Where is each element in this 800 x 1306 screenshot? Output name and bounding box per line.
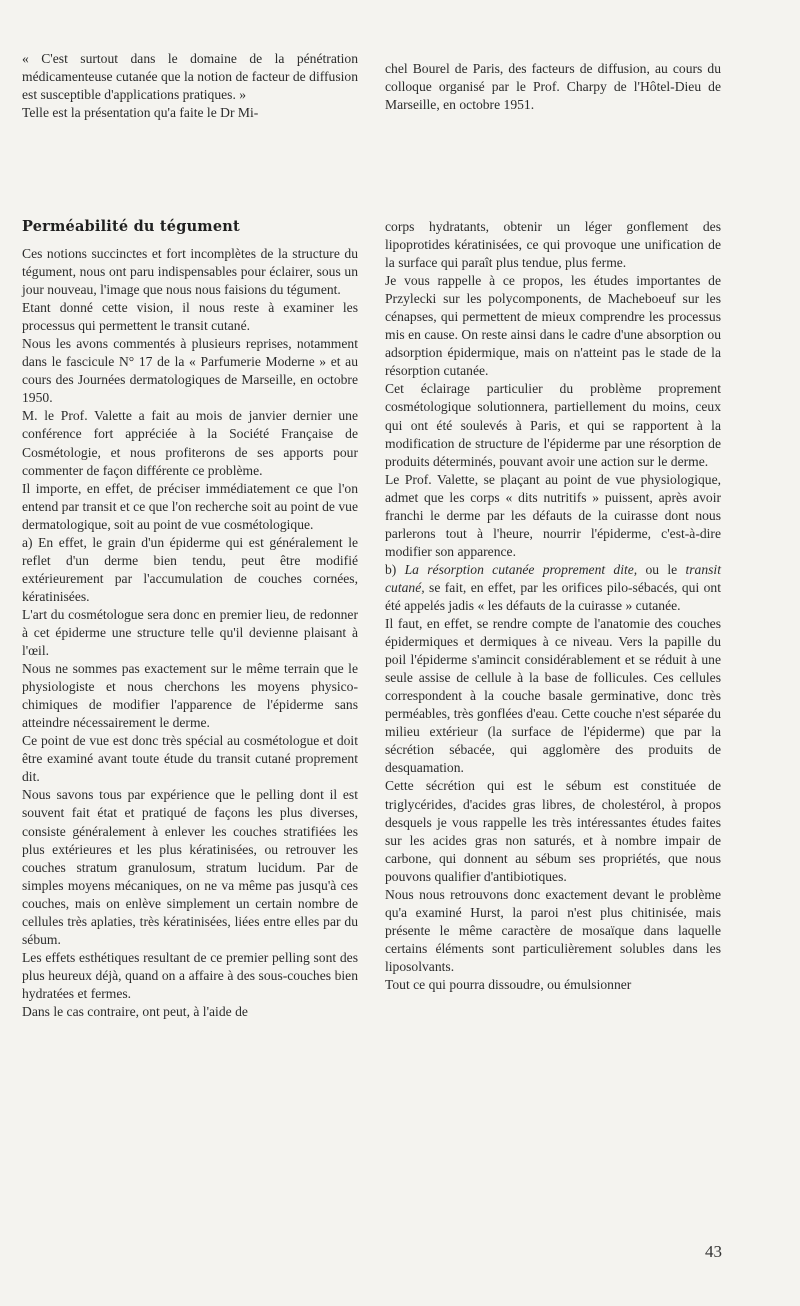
paragraph: Je vous rappelle à ce propos, les études importantes de Przylecki sur les polycomponents, de Macheboeuf sur les cénapses, qui permettent de mieux comprendre les processus mis en cause. On reste ainsi dans le cadre d'une absorption ou adsorption épidermique, mais on n'atteint pas le stade de la résorption cutanée. [385,273,721,379]
paragraph: chel Bourel de Paris, des facteurs de diffusion, au cours du colloque organisé par le Prof. Charpy de l'Hôtel-Dieu de Marseille, en octobre 1951. [385,61,721,113]
section-heading: Perméabilité du tégument [22,218,240,235]
page-number: 43 [705,1242,722,1261]
paragraph: Dans le cas contraire, ont peut, à l'aide de [22,1003,248,1019]
paragraph: Il faut, en effet, se rendre compte de l'anatomie des couches épidermiques et dermiques à ce niveau. Vers la papille du poil l'épiderme s'amincit considérablement et se réduit à une seule assise de cellule à la base de follicules. Ces cellules correspondent à la couche basale germinative, donc très perméables, très gonflées d'eau. Cette couche n'est séparée du milieu extérieur (la surface de l'épiderme) que par la sécrétion sébacée, qui agglomère des produits de desquamation. [385,616,721,776]
right-main-column [385,218,721,994]
paragraph: Nous nous retrouvons donc exactement devant le problème qu'a examiné Hurst, la paroi n'est plus chitinisée, mais présente le même caractère de mosaïque dans laquelle certains éléments sont particulièrement solubles dans les liposolvants. [385,886,721,974]
paragraph: Le Prof. Valette, se plaçant au point de vue physiologique, admet que les corps « dits nutritifs » puissent, après avoir franchi le derme par les défauts de la cuirasse dont nous parlerons tout à l'heure, nourrir l'épiderme, c'est-à-dire modifier son apparence. [385,471,721,559]
paragraph: Il importe, en effet, de préciser immédiatement ce que l'on entend par transit et ce que l'on recherche soit au point de vue dermatologique, soit au point de vue cosmétologique. [22,480,358,532]
text-run: ou le [637,561,686,577]
paragraph: « C'est surtout dans le domaine de la pénétration médicamenteuse cutanée que la notion de facteur de diffusion est susceptible d'applications pratiques. » [22,51,358,103]
text-run: se fait, en effet, par les orifices pilo-sébacés, qui ont été appelés jadis « les défauts de la cuirasse » cutanée. [385,579,721,613]
top-right-column [385,60,721,114]
paragraph: a) En effet, le grain d'un épiderme qui est généralement le reflet d'un derme bien tendu, peut être modifié extérieurement par l'accumulation de couches cornées, kératinisées. [22,534,358,604]
paragraph: Nous ne sommes pas exactement sur le même terrain que le physiologiste et nous cherchons les moyens physico-chimiques de modifier l'apparence de l'épiderme sans atteindre nécessairement le derme. [22,661,358,731]
paragraph: Les effets esthétiques resultant de ce premier pelling sont des plus heureux déjà, quand on a affaire à des sous-couches bien hydratées et fermes. [22,949,358,1001]
paragraph: M. le Prof. Valette a fait au mois de janvier dernier une conférence fort appréciée à la Société Française de Cosmétologie, et nous profiterons de ses apports pour commenter de façon différente ce problème. [22,408,358,478]
paragraph: Ce point de vue est donc très spécial au cosmétologue et doit être examiné avant toute étude du transit cutané proprement dit. [22,733,358,785]
paragraph-b [385,561,721,615]
italic-phrase: La résorption cutanée proprement dite, [404,561,638,577]
paragraph: Ces notions succinctes et fort incomplètes de la structure du tégument, nous ont paru indispensables pour éclairer, sous un jour nouveau, l'image que nous nous faisions du tégument. [22,246,358,298]
paragraph: Etant donné cette vision, il nous reste à examiner les processus qui permettent le transit cutané. [22,300,358,334]
paragraph: Cet éclairage particulier du problème proprement cosmétologique solutionnera, partiellement du moins, ceux qui ont été soulevés à Paris, et qui se rapportent à la modification de structure de l'épiderme par une résorption de produits déterminés, pouvant avoir une action sur le derme. [385,381,721,469]
paragraph: corps hydratants, obtenir un léger gonflement des lipoprotides kératinisées, ce qui provoque une unification de la surface qui paraît plus tendue, plus ferme. [385,219,721,271]
italic-phrase: transit cutané, [385,561,721,595]
left-main-column [22,245,358,1021]
paragraph: Nous les avons commentés à plusieurs reprises, notamment dans le fascicule N° 17 de la « Parfumerie Moderne » et au cours des Journées dermatologiques de Marseille, en octobre 1950. [22,336,358,406]
paragraph: L'art du cosmétologue sera donc en premier lieu, de redonner à cet épiderme une structure telle qu'il devienne plaisant à l'œil. [22,606,358,659]
paragraph: Nous savons tous par expérience que le pelling dont il est souvent fait état et pratiqué de façons les plus diverses, consiste généralement à enlever les couches stratifiées les plus extérieures et les plus kératinisées, ou retrouver les couches stratum granulosum, stratum lucidum. Par de simples moyens mécaniques, on ne va même pas jusqu'à ces couches, mais on enlève simplement un certain nombre de cellules très aplaties, très kératinisées, liées entre elles par du sébum. [22,787,358,947]
top-left-column [22,50,358,122]
paragraph: Tout ce qui pourra dissoudre, ou émulsionner [385,976,632,992]
item-label: b) [385,561,397,577]
paragraph: Cette sécrétion qui est le sébum est constituée de triglycérides, d'acides gras libres, de cholestérol, à propos desquels je vous rappelle les très intéressantes études faites sur les acides gras non saturés, et à nombre impair de carbone, qui donnent au sébum ses propriétés, que nous pouvons qualifier d'antibiotiques. [385,778,721,884]
paragraph: Telle est la présentation qu'a faite le Dr Mi- [22,105,259,121]
